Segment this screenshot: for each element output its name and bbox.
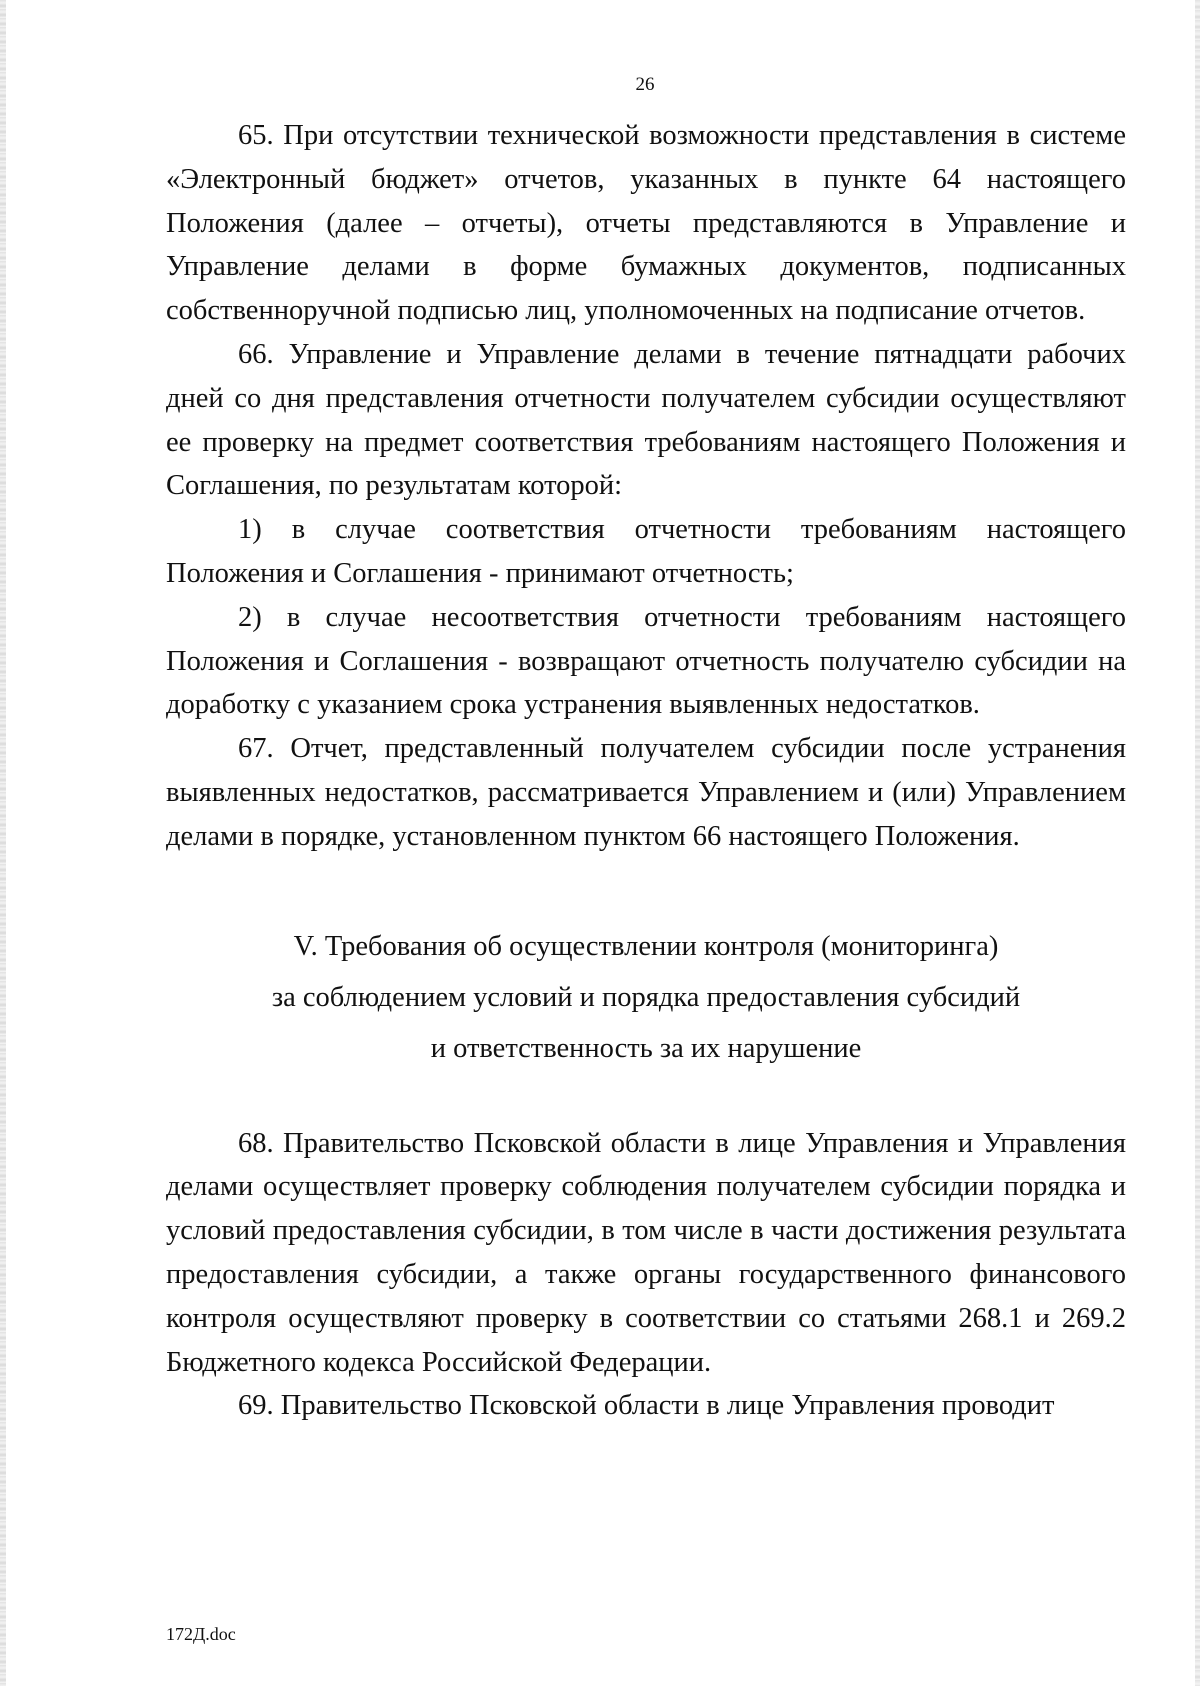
section-heading <box>166 921 1126 1074</box>
scan-edge-right <box>1195 0 1200 1686</box>
document-body <box>166 114 1126 1428</box>
paragraph-66-item-2: 2) в случае несоответствия отчетности требованиям настоящего Положения и Соглашения - возвращают отчетность получателю субсидии на доработку с указанием срока устранения выявленных недостатков. <box>166 601 1126 721</box>
scan-edge-left <box>0 0 6 1686</box>
paragraph-69: 69. Правительство Псковской области в лице Управления проводит <box>238 1390 1055 1422</box>
file-name-footer: 172Д.doc <box>166 1624 236 1644</box>
paragraph-68: 68. Правительство Псковской области в лице Управления и Управления делами осуществляет проверку соблюдения получателем субсидии порядка и условий предоставления субсидии, в том числе в части достижения результата предоставления субсидии, а также органы государственного финансового контроля осуществляют проверку в соответствии со статьями 268.1 и 269.2 Бюджетного кодекса Российской Федерации. <box>166 1127 1126 1378</box>
paragraph-67: 67. Отчет, представленный получателем субсидии после устранения выявленных недостатков, рассматривается Управлением и (или) Управлением делами в порядке, установленном пунктом 66 настоящего Положения. <box>166 733 1126 852</box>
paragraph-66-item-1: 1) в случае соответствия отчетности требованиям настоящего Положения и Соглашения - принимают отчетность; <box>166 514 1126 589</box>
page-number: 26 <box>635 74 655 95</box>
paragraph-66: 66. Управление и Управление делами в течение пятнадцати рабочих дней со дня представления отчетности получателем субсидии осуществляют ее проверку на предмет соответствия требованиям настоящего Положения и Соглашения, по результатам которой: <box>166 338 1126 502</box>
paragraph-65: 65. При отсутствии технической возможности представления в системе «Электронный бюджет» отчетов, указанных в пункте 64 настоящего Положения (далее – отчеты), отчеты представляются в Управление и Управление делами в форме бумажных документов, подписанных собственноручной подписью лиц, уполномоченных на подписание отчетов. <box>166 120 1126 327</box>
section-heading-line-3: и ответственность за их нарушение <box>430 1032 862 1064</box>
section-heading-line-2: за соблюдением условий и порядка предоставления субсидий <box>271 981 1021 1013</box>
section-heading-line-1: V. Требования об осуществлении контроля (мониторинга) <box>293 930 999 962</box>
